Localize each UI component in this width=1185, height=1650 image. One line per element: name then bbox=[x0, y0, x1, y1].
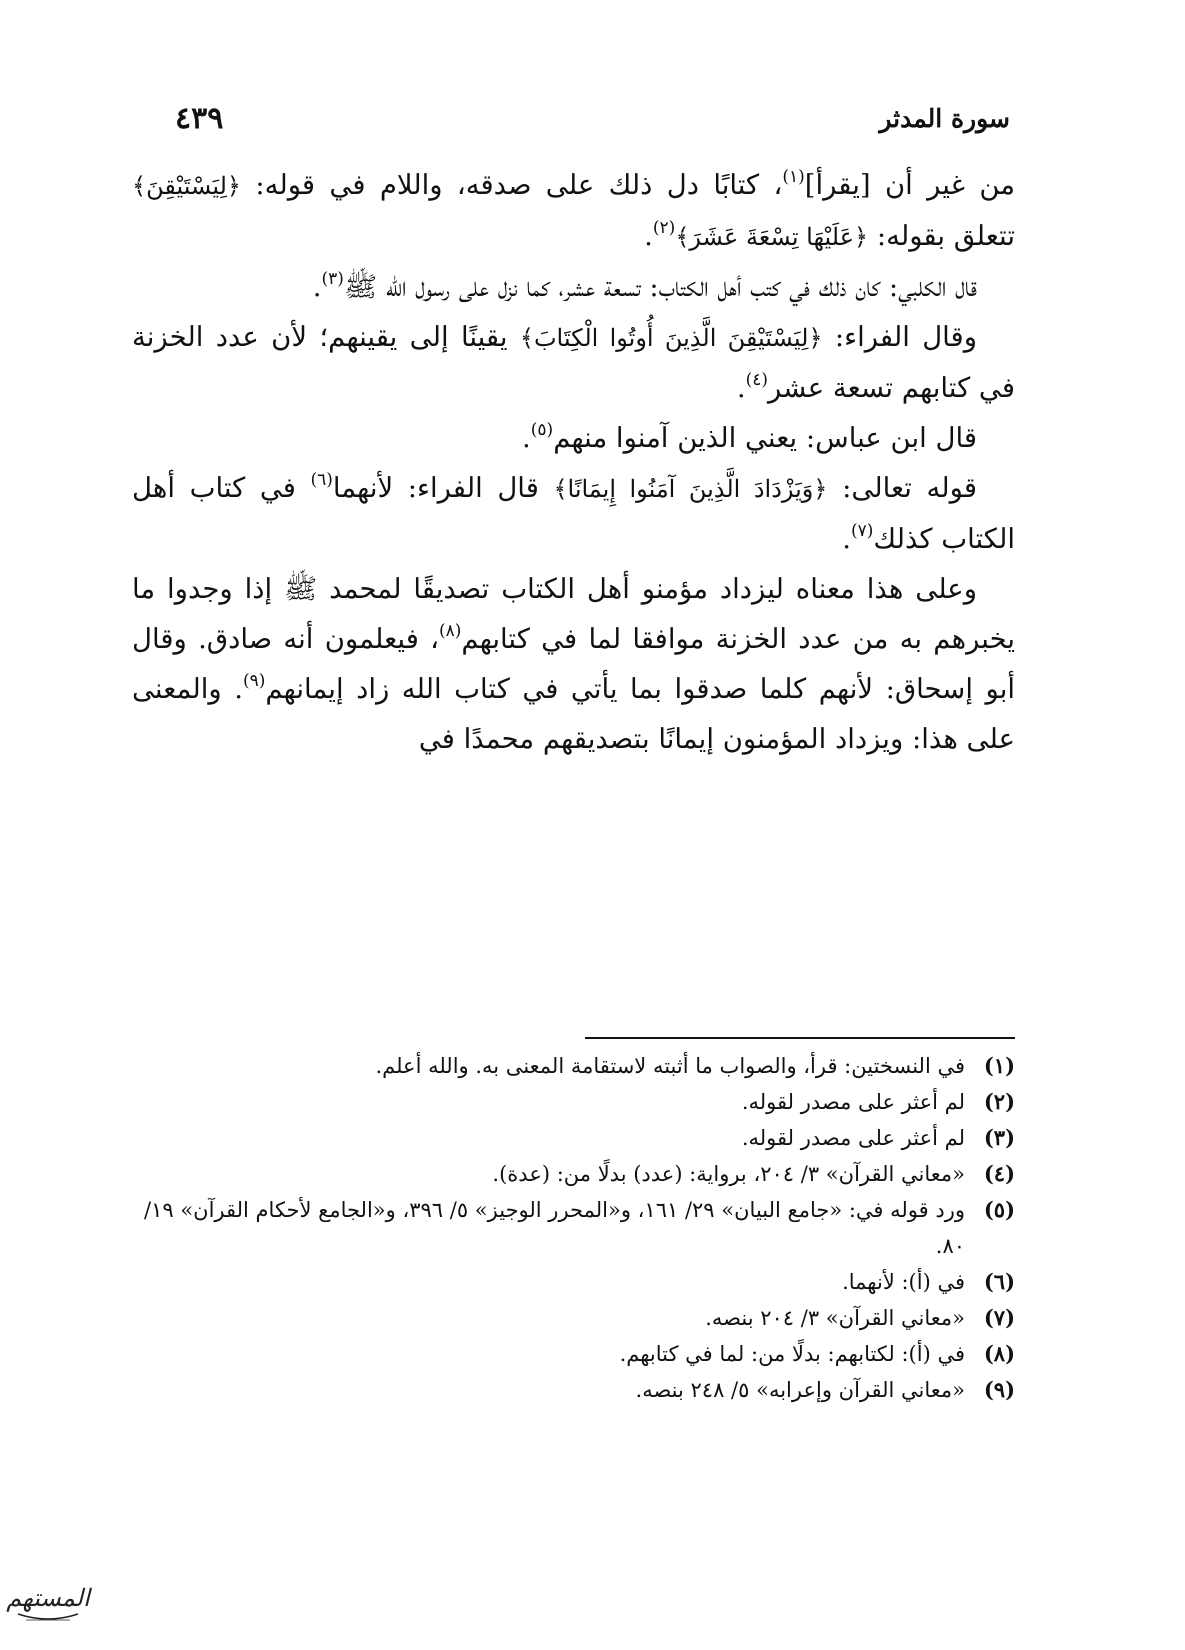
publisher-seal bbox=[6, 1570, 90, 1628]
footnote-text: في (أ): لكتابهم: بدلًا من: لما في كتابهم. bbox=[619, 1342, 965, 1366]
footnote-number: (٨) bbox=[983, 1341, 1015, 1366]
footnote-ref: (٧) bbox=[850, 521, 874, 541]
text-segment: . bbox=[644, 220, 653, 252]
text-segment: وقال الفراء: bbox=[822, 321, 977, 353]
text-segment: وعلى هذا معناه ليزداد مؤمنو أهل الكتاب تصديقًا لمحمد ﷺ إذا وجدوا ما يخبرهم به من عدد الخزنة موافقا لما في كتابهم bbox=[132, 573, 1015, 655]
seal-icon bbox=[6, 1570, 90, 1628]
paragraph bbox=[132, 160, 1015, 262]
footnote-ref: (١) bbox=[782, 167, 805, 187]
footnote-ref: (٢) bbox=[652, 218, 676, 238]
paragraph bbox=[132, 564, 1015, 764]
footnote-ref: (٩) bbox=[242, 671, 266, 691]
quran-verse: ﴿وَيَزْدَادَ الَّذِينَ آمَنُوا إِيمَانًا﴾ bbox=[553, 475, 828, 503]
footnote-number: (٩) bbox=[983, 1377, 1015, 1402]
footnote bbox=[130, 1156, 1015, 1192]
footnote-text: لم أعثر على مصدر لقوله. bbox=[741, 1090, 965, 1114]
footnote-text: في النسختين: قرأ، والصواب ما أثبته لاستقامة المعنى به. والله أعلم. bbox=[375, 1054, 965, 1078]
footnote bbox=[130, 1300, 1015, 1336]
footnotes-section bbox=[130, 1048, 1015, 1408]
running-title: سورة المدثر bbox=[879, 103, 1010, 133]
footnote-ref: (٥) bbox=[530, 420, 554, 440]
text-segment: قال ابن عباس: يعني الذين آمنوا منهم bbox=[553, 422, 977, 454]
text-segment: ، فيعلمون أنه صادق. وقال أبو إسحاق: لأنهم كلما صدقوا بما يأتي في كتاب الله زاد إيمانهم bbox=[132, 623, 1016, 705]
text-segment: قال الفراء: لأنهما bbox=[332, 472, 554, 504]
svg-text:المستهم: المستهم bbox=[6, 1584, 90, 1612]
footnote-text: «معاني القرآن» ٣/ ٢٠٤، برواية: (عدد) بدلًا من: (عدة). bbox=[492, 1162, 965, 1186]
main-text bbox=[132, 160, 1015, 764]
paragraph bbox=[132, 262, 1015, 312]
text-segment: . bbox=[312, 271, 322, 303]
page-number: ٤٣٩ bbox=[175, 100, 224, 136]
paragraph bbox=[132, 463, 1015, 564]
footnote-number: (٧) bbox=[983, 1305, 1015, 1330]
footnote bbox=[130, 1372, 1015, 1408]
page-header bbox=[175, 98, 1010, 138]
footnote bbox=[130, 1192, 1015, 1264]
text-segment: تتعلق بقوله: bbox=[868, 220, 1015, 252]
text-segment: قال الكلبي: كان ذلك في كتب أهل الكتاب: تسعة عشر، كما نزل على رسول الله ﷺ bbox=[343, 271, 977, 303]
footnote-text: «معاني القرآن» ٣/ ٢٠٤ بنصه. bbox=[705, 1306, 965, 1330]
quran-verse: ﴿لِيَسْتَيْقِنَ الَّذِينَ أُوتُوا الْكِتَابَ﴾ bbox=[519, 324, 823, 352]
text-segment: . bbox=[522, 422, 531, 454]
footnote-text: في (أ): لأنهما. bbox=[842, 1270, 965, 1294]
footnote-ref: (٤) bbox=[745, 370, 768, 390]
footnote-text: لم أعثر على مصدر لقوله. bbox=[741, 1126, 965, 1150]
footnote-number: (٤) bbox=[983, 1161, 1015, 1186]
footnote-number: (١) bbox=[983, 1053, 1015, 1078]
footnote-text: ورد قوله في: «جامع البيان» ٢٩/ ١٦١، و«المحرر الوجيز» ٥/ ٣٩٦، و«الجامع لأحكام القرآن» ١٩/ ٨٠. bbox=[144, 1198, 965, 1258]
footnote-number: (٦) bbox=[983, 1269, 1015, 1294]
text-segment: في كتاب أهل الكتاب كذلك bbox=[132, 472, 1015, 555]
text-segment: . bbox=[842, 523, 851, 555]
footnote-divider bbox=[585, 1037, 1015, 1039]
footnote bbox=[130, 1120, 1015, 1156]
text-segment: قوله تعالى: bbox=[827, 472, 978, 504]
paragraph bbox=[132, 413, 1015, 463]
footnote-text: «معاني القرآن وإعرابه» ٥/ ٢٤٨ بنصه. bbox=[635, 1378, 965, 1402]
footnote bbox=[130, 1048, 1015, 1084]
quran-verse: ﴿عَلَيْهَا تِسْعَةَ عَشَرَ﴾ bbox=[675, 223, 869, 251]
text-segment: من غير أن [يقرأ] bbox=[804, 169, 1015, 201]
footnote-number: (٢) bbox=[983, 1089, 1015, 1114]
footnote bbox=[130, 1336, 1015, 1372]
footnote-ref: (٣) bbox=[321, 269, 344, 289]
footnote-ref: (٦) bbox=[310, 470, 333, 490]
paragraph bbox=[132, 312, 1015, 413]
quran-verse: ﴿لِيَسْتَيْقِنَ﴾ bbox=[132, 172, 241, 200]
text-segment: يقينًا إلى يقينهم؛ لأن عدد الخزنة في كتابهم تسعة عشر bbox=[132, 321, 1015, 404]
footnote-number: (٣) bbox=[983, 1125, 1015, 1150]
text-segment: . bbox=[736, 372, 746, 404]
text-segment: ، كتابًا دل ذلك على صدقه، واللام في قوله: bbox=[240, 169, 783, 201]
footnote-number: (٥) bbox=[983, 1197, 1015, 1222]
footnote bbox=[130, 1264, 1015, 1300]
text-segment: . والمعنى على هذا: ويزداد المؤمنون إيمانًا بتصديقهم محمدًا في bbox=[132, 673, 1015, 755]
footnote bbox=[130, 1084, 1015, 1120]
footnote-ref: (٨) bbox=[439, 621, 462, 641]
